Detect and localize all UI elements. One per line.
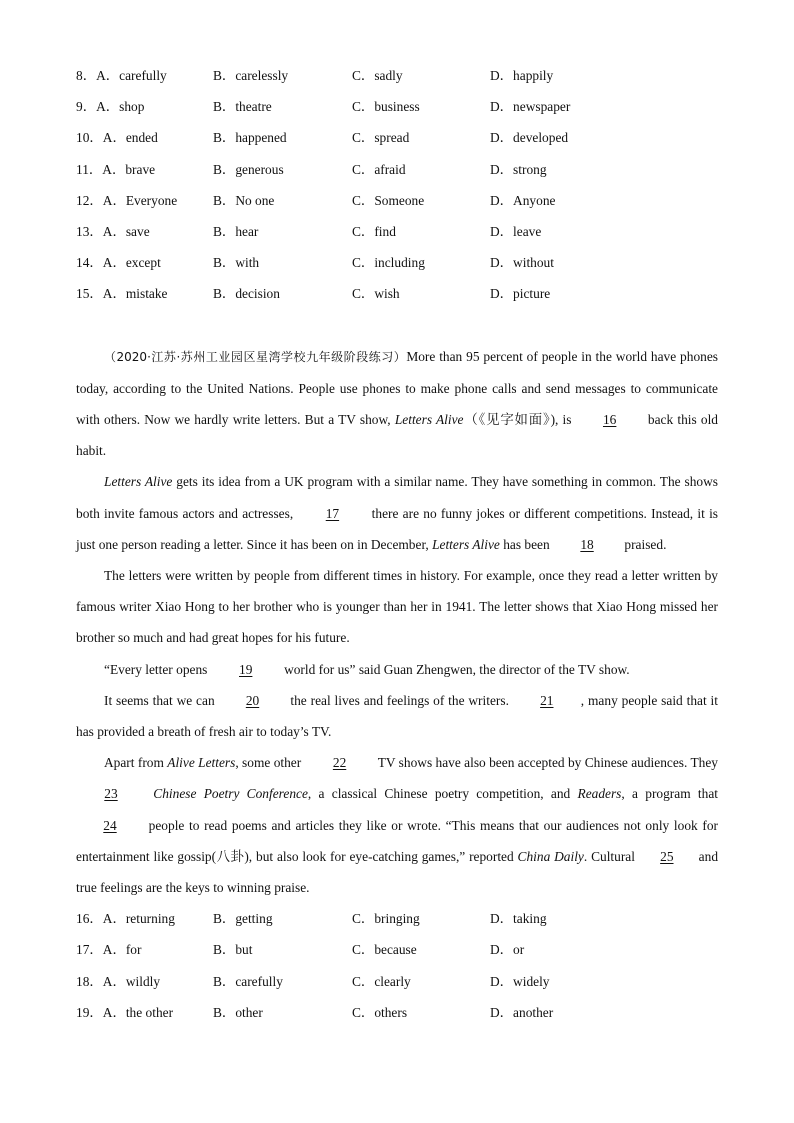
passage-paragraph-2 [76,466,718,560]
passage-paragraph-4 [76,654,718,685]
option-c: C．because [352,942,417,958]
passage-text: TV shows have also been accepted by Chinese audiences. They [374,755,718,771]
exam-page [76,60,718,1028]
question-number: 8． [76,68,97,83]
option-a: A．Everyone [102,192,178,208]
passage-paragraph-5 [76,685,718,747]
source-note: （2020·江苏·苏州工业园区星湾学校九年级阶段练习） [104,349,407,364]
option-a: A．except [102,255,161,271]
passage-text: praised. [621,536,667,552]
option-a: A．save [102,223,150,239]
option-c: C．afraid [352,161,406,177]
passage-text: , many people said that it has provided a breath of fresh air to today’s TV. [76,692,719,739]
passage-text: there are no funny jokes or different competitions. Instead, it is just one person reading a letter. Since it has been on in December, [76,505,718,552]
blank-21: 21 [540,692,554,708]
section-gap [76,310,718,341]
passage-paragraph-6 [76,747,718,903]
option-a: A．brave [102,161,156,177]
option-b: B．generous [213,161,284,177]
option-d: D．another [490,1004,554,1020]
question-number: 17． [76,942,103,958]
option-c: C．business [352,99,420,115]
cloze-passage [76,341,718,904]
passage-text: world for us” said Guan Zhengwen, the director of the TV show. [280,661,630,677]
question-row [76,966,718,997]
option-a: A．wildly [102,973,161,989]
question-list-8-15 [76,60,718,310]
passage-text: , some other [235,755,305,771]
option-d: D．taking [490,911,547,927]
passage-paragraph-1 [76,341,718,467]
option-b: B．hear [213,223,259,239]
question-row [76,934,718,965]
option-c: C．including [352,255,425,271]
option-c: C．bringing [352,911,420,927]
passage-text: （《见字如面》), is [463,411,576,427]
option-b: B．but [213,942,253,958]
option-d: D．happily [490,68,554,83]
option-b: B．happened [213,130,287,146]
blank-25: 25 [660,848,674,864]
passage-text: has been [499,536,554,552]
option-c: C．wish [352,286,400,302]
option-a: A．mistake [102,286,168,302]
passage-text: More than 95 percent of people in the world have phones today, according to the United Nations. People use phones to make phone calls and send messages to communicate with others. Now we hardly write letters. But a TV show, [76,348,718,427]
question-row [76,60,718,91]
passage-text: “Every letter opens [104,661,211,677]
option-b: B．No one [213,192,275,208]
option-b: B．other [213,1004,263,1020]
question-number: 14． [76,255,103,271]
option-c: C．find [352,223,396,239]
show-title: Letters Alive [432,536,500,552]
passage-text: Apart from [104,755,168,771]
option-a: A．returning [102,911,175,927]
blank-24: 24 [103,817,117,833]
blank-18: 18 [580,536,594,552]
blank-22: 22 [332,755,347,771]
option-d: D．Anyone [490,192,556,208]
blank-20: 20 [245,692,260,708]
option-c: C．sadly [352,68,403,83]
question-row [76,216,718,247]
question-row [76,997,718,1028]
option-a: A．shop [96,99,145,115]
option-d: D．or [490,942,525,958]
question-number: 16． [76,911,103,927]
blank-16: 16 [602,411,617,427]
question-number: 18． [76,973,103,989]
passage-text: , a program that [621,786,718,802]
question-number: 11． [76,161,103,177]
passage-paragraph-3: The letters were written by people from different times in history. For example, once they read a letter written by famous writer Xiao Hong to her brother who is younger than her in 1941. The letter shows that Xiao Hong missed her brother so much and had great hopes for his future. [76,567,718,646]
option-b: B．decision [213,286,280,302]
option-a: A．ended [102,130,158,146]
question-row [76,903,718,934]
question-list-16-19 [76,903,718,1028]
option-a: A．for [102,942,142,958]
blank-23: 23 [104,786,118,802]
show-title: Chinese Poetry Conference [153,786,308,802]
question-row [76,278,718,309]
option-b: B．with [213,255,260,271]
passage-text: the real lives and feelings of the writers. [286,692,513,708]
option-a: A．the other [102,1004,174,1020]
option-d: D．without [490,255,554,271]
question-number: 9． [76,99,97,115]
question-row [76,247,718,278]
question-row [76,91,718,122]
passage-text: gets its idea from a UK program with a similar name. They have something in common. The shows both invite famous actors and actresses, [76,474,718,521]
passage-text: back this old habit. [76,411,718,459]
question-number: 12． [76,192,103,208]
question-number: 10． [76,130,103,146]
option-d: D．picture [490,286,551,302]
option-a: A．carefully [96,68,167,83]
newspaper-title: China Daily [517,848,584,864]
option-d: D．developed [490,130,569,146]
option-c: C．others [352,1004,408,1020]
show-title: Alive Letters [167,755,236,771]
passage-text: It seems that we can [104,692,219,708]
option-b: B．theatre [213,99,272,115]
question-row [76,154,718,185]
question-row [76,122,718,153]
show-title: Letters Alive [104,474,173,490]
passage-text: and true feelings are the keys to winning praise. [76,848,719,895]
question-row [76,185,718,216]
option-b: B．carelessly [213,68,289,83]
option-b: B．carefully [213,973,283,989]
option-c: C．spread [352,130,410,146]
question-number: 19． [76,1004,103,1020]
question-number: 13． [76,223,103,239]
option-d: D．newspaper [490,99,571,115]
show-title: Readers [577,786,622,802]
option-d: D．widely [490,973,550,989]
question-number: 15． [76,286,103,302]
option-d: D．leave [490,223,542,239]
option-c: C．clearly [352,973,411,989]
option-d: D．strong [490,161,547,177]
show-title: Letters Alive [394,411,464,427]
option-c: C．Someone [352,192,425,208]
blank-17: 17 [325,505,340,521]
passage-text: people to read poems and articles they like or wrote. “This means that our audiences not only look for entertainment like gossip(八卦), but also look for eye-catching games,” reported [76,817,718,864]
passage-text: , a classical Chinese poetry competition, and [307,786,578,802]
option-b: B．getting [213,911,273,927]
blank-19: 19 [239,661,253,677]
passage-text: . Cultural [583,848,639,864]
